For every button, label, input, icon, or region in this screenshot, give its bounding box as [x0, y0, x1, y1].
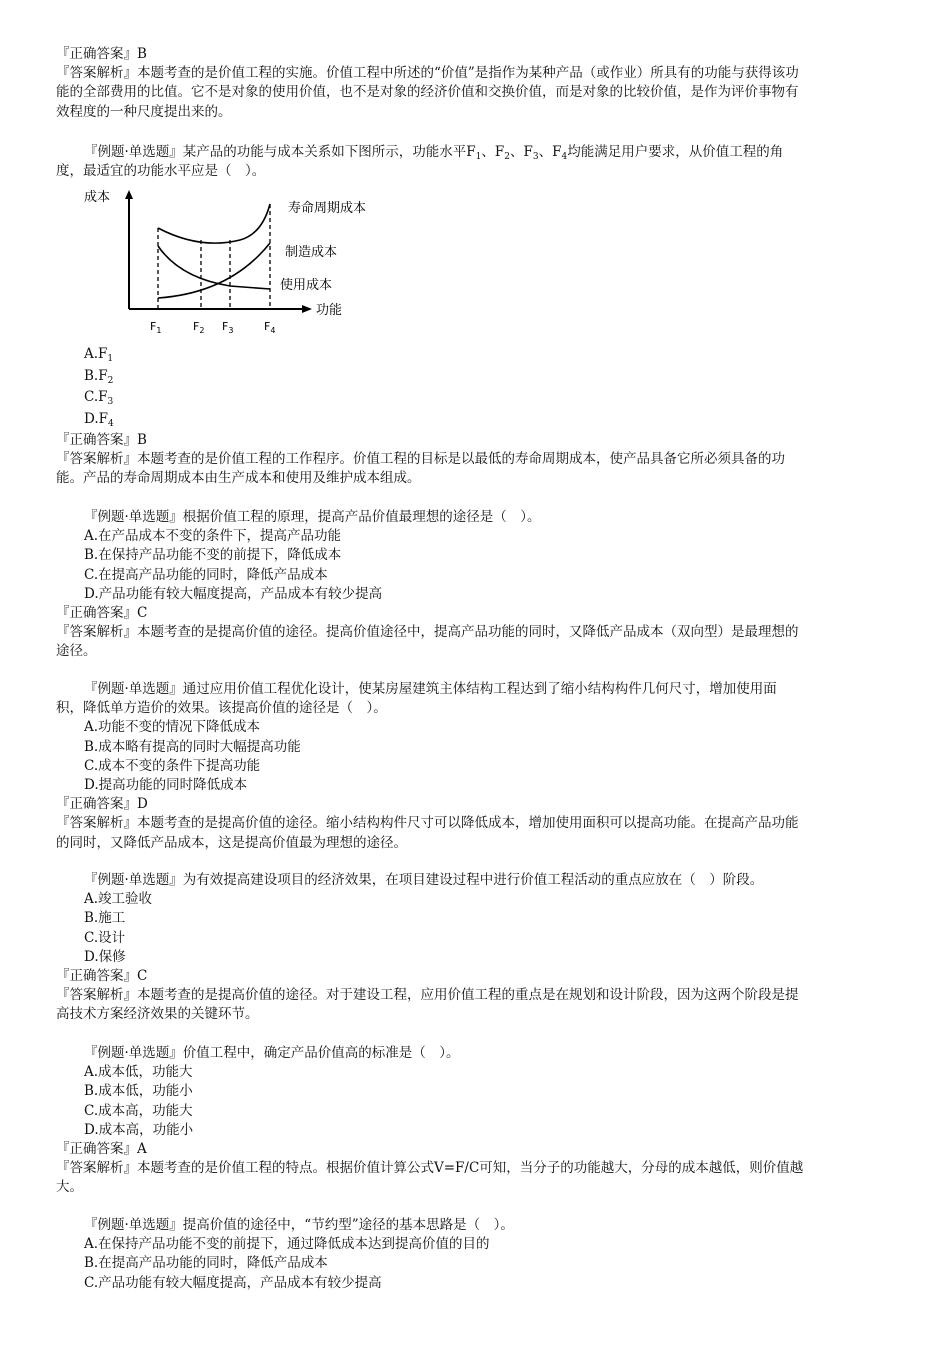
y-axis-label: 成本 — [84, 190, 111, 205]
option-b[interactable]: B.在提高产品功能的同时，降低产品成本 — [84, 1255, 328, 1272]
option-d[interactable] — [56, 410, 898, 432]
option-b[interactable]: B.施工 — [84, 910, 126, 927]
answer-explanation-line: 『答案解析』本题考查的是价值工程的工作程序。价值工程的目标是以最低的寿命周期成本，使产品具备它所必须具备的功 — [56, 451, 785, 468]
answer-explanation-line: 『答案解析』本题考查的是提高价值的途径。对于建设工程，应用价值工程的重点是在规划和设计阶段，因为这两个阶段是提 — [56, 987, 799, 1004]
answer-explanation-line: 效程度的一种尺度提出来的。 — [56, 103, 232, 120]
y-axis-arrow — [125, 190, 133, 199]
subscript: 2 — [107, 375, 114, 386]
option-text: B.F — [84, 367, 108, 384]
question-stem-line: 积，降低单方造价的效果。该提高价值的途径是（ ）。 — [56, 700, 387, 717]
stem-part: 、F — [481, 144, 505, 160]
question-6 — [56, 1216, 898, 1293]
tick-label-f1 — [150, 320, 161, 335]
stem-part: 『例题·单选题』某产品的功能与成本关系如下图所示，功能水平F — [84, 144, 476, 160]
answer-explanation-line: 能的全部费用的比值。它不是对象的使用价值，也不是对象的经济价值和交换价值，而是对象的比较价值，是作为评价事物有 — [56, 84, 799, 101]
subscript: 2 — [504, 152, 511, 162]
option-d[interactable]: D.保修 — [84, 948, 126, 965]
series-label-usage: 使用成本 — [280, 278, 333, 293]
question-stem — [56, 143, 898, 162]
answer-explanation-line: 『答案解析』本题考查的是提高价值的途径。提高价值途径中，提高产品功能的同时，又降低产品成本（双向型）是最理想的 — [56, 624, 799, 641]
option-d[interactable]: D.成本高，功能小 — [84, 1121, 194, 1138]
option-d[interactable]: D.产品功能有较大幅度提高，产品成本有较少提高 — [84, 585, 383, 602]
option-c[interactable]: C.成本高，功能大 — [84, 1102, 193, 1119]
question-stem: 『例题·单选题』提高价值的途径中，“节约型”途径的基本思路是（ ）。 — [84, 1217, 514, 1233]
option-text: C.F — [84, 389, 108, 406]
tick-label-f2 — [193, 320, 204, 335]
option-c[interactable]: C.成本不变的条件下提高功能 — [84, 757, 261, 774]
answer-explanation-line: 大。 — [56, 1179, 83, 1196]
q0-answer-section — [56, 45, 898, 122]
manufacturing-cost-curve — [158, 243, 270, 298]
question-5 — [56, 1044, 898, 1198]
question-stem: 『例题·单选题』通过应用价值工程优化设计，使某房屋建筑主体结构工程达到了缩小结构构件几何尺寸，增加使用面 — [84, 681, 777, 697]
option-b[interactable]: B.成本略有提高的同时大幅提高功能 — [84, 738, 301, 755]
question-stem: 『例题·单选题』价值工程中，确定产品价值高的标准是（ ）。 — [84, 1045, 460, 1061]
question-1 — [56, 143, 898, 181]
question-stem: 『例题·单选题』根据价值工程的原理，提高产品价值最理想的途径是（ ）。 — [84, 509, 541, 525]
option-a[interactable]: A.成本低，功能大 — [84, 1064, 193, 1081]
answer-explanation-line: 途径。 — [56, 643, 97, 660]
question-3 — [56, 680, 898, 853]
option-b[interactable] — [56, 367, 898, 389]
tick-sub: 3 — [228, 326, 234, 335]
correct-answer: 『正确答案』A — [56, 1140, 147, 1157]
question-4 — [56, 871, 898, 1025]
option-a[interactable] — [56, 345, 898, 367]
tick-letter: F — [193, 320, 200, 333]
subscript: 3 — [107, 397, 114, 408]
stem-part: 、F — [510, 144, 533, 160]
stem-part: 均能满足用户要求，从价值工程的角 — [567, 144, 784, 160]
stem-part: 、F — [538, 144, 562, 160]
x-axis-label: 功能 — [316, 303, 343, 318]
answer-explanation-line: 『答案解析』本题考查的是提高价值的途径。缩小结构构件尺寸可以降低成本，增加使用面积可以提高功能。在提高产品功能 — [56, 815, 799, 832]
x-axis-arrow — [302, 305, 312, 313]
life-cycle-cost-curve — [158, 204, 270, 243]
series-label-manufacturing: 制造成本 — [285, 245, 338, 260]
q1-answer-section — [56, 431, 898, 489]
subscript: 3 — [532, 152, 539, 162]
subscript: 1 — [107, 354, 114, 364]
option-a[interactable]: A.功能不变的情况下降低成本 — [84, 719, 261, 736]
answer-explanation-line: 高技术方案经济效果的关键环节。 — [56, 1006, 259, 1023]
question-2 — [56, 508, 898, 662]
tick-letter: F — [150, 320, 157, 333]
correct-answer: 『正确答案』C — [56, 967, 148, 984]
question-stem: 『例题·单选题』为有效提高建设项目的经济效果，在项目建设过程中进行价值工程活动的重点应放在（ ）阶段。 — [84, 872, 764, 888]
tick-label-f3 — [222, 320, 233, 335]
option-text: D.F — [84, 410, 109, 427]
correct-answer: 『正确答案』C — [56, 604, 148, 621]
correct-answer: 『正确答案』B — [56, 432, 147, 448]
option-c[interactable] — [56, 388, 898, 410]
option-c[interactable]: C.设计 — [84, 929, 126, 946]
tick-label-f4 — [264, 320, 275, 335]
correct-answer: 『正确答案』D — [56, 796, 148, 813]
correct-answer: 『正确答案』B — [56, 46, 147, 62]
option-b[interactable]: B.成本低，功能小 — [84, 1083, 193, 1100]
question-1-options — [56, 345, 898, 431]
question-stem-line: 度，最适宜的功能水平应是（ ）。 — [56, 163, 266, 180]
answer-explanation-line: 的同时，又降低产品成本，这是提高价值最为理想的途径。 — [56, 834, 407, 851]
tick-sub: 1 — [156, 326, 162, 335]
subscript: 4 — [108, 418, 114, 429]
option-a[interactable]: A.在产品成本不变的条件下，提高产品功能 — [84, 528, 342, 545]
answer-explanation-line: 能。产品的寿命周期成本由生产成本和使用及维护成本组成。 — [56, 470, 421, 487]
option-a[interactable]: A.在保持产品功能不变的前提下，通过降低成本达到提高价值的目的 — [84, 1236, 490, 1253]
option-c[interactable]: C.在提高产品功能的同时，降低产品成本 — [84, 566, 328, 583]
option-a[interactable]: A.竣工验收 — [84, 891, 153, 908]
function-cost-chart — [80, 188, 380, 338]
answer-explanation-line: 『答案解析』本题考查的是价值工程的特点。根据价值计算公式V=F/C可知，当分子的功能越大，分母的成本越低，则价值越 — [56, 1160, 804, 1177]
subscript: 1 — [475, 152, 482, 162]
tick-sub: 2 — [199, 326, 205, 335]
tick-letter: F — [264, 320, 271, 333]
usage-cost-curve — [158, 246, 270, 289]
option-b[interactable]: B.在保持产品功能不变的前提下，降低成本 — [84, 547, 342, 564]
tick-letter: F — [222, 320, 229, 333]
answer-explanation-line: 『答案解析』本题考查的是价值工程的实施。价值工程中所述的“价值”是指作为某种产品（或作业）所具有的功能与获得该功 — [56, 65, 799, 82]
subscript: 4 — [561, 152, 568, 162]
option-text: A.F — [84, 346, 108, 362]
series-label-life-cycle: 寿命周期成本 — [288, 201, 367, 216]
option-d[interactable]: D.提高功能的同时降低成本 — [84, 776, 248, 793]
option-c[interactable]: C.产品功能有较大幅度提高，产品成本有较少提高 — [84, 1274, 382, 1291]
tick-sub: 4 — [270, 326, 276, 335]
